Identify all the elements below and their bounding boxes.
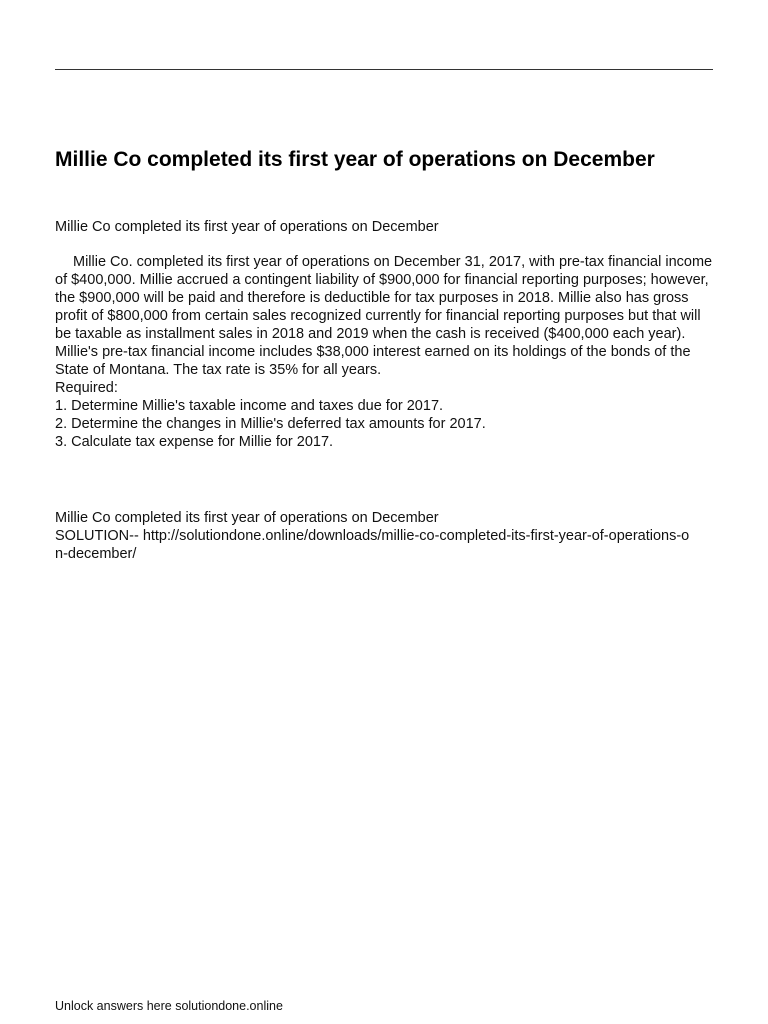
requirement-item: 3. Calculate tax expense for Millie for 2017. <box>55 434 334 450</box>
question-body <box>55 253 715 451</box>
requirements-list <box>55 397 715 451</box>
solution-link[interactable]: http://solutiondone.online/downloads/millie-co-completed-its-first-year-of-operations-on-december/ <box>55 528 690 562</box>
required-label: Required: <box>55 380 118 396</box>
solution-heading: Millie Co completed its first year of operations on December <box>55 510 439 526</box>
subtitle: Millie Co completed its first year of operations on December <box>55 219 439 235</box>
page-title: Millie Co completed its first year of operations on December <box>55 148 655 171</box>
solution-line <box>55 527 695 563</box>
question-paragraph: Millie Co. completed its first year of operations on December 31, 2017, with pre-tax financial income of $400,000. Millie accrued a contingent liability of $900,000 for financial reporting purposes; however, the $900,000 will be paid and therefore is deductible for tax purposes in 2018. Millie also has gross profit of $800,000 from certain sales recognized currently for financial reporting purposes but that will be taxable as installment sales in 2018 and 2019 when the cash is received ($400,000 each year). Millie's pre-tax financial income includes $38,000 interest earned on its holdings of the bonds of the State of Montana. The tax rate is 35% for all years. <box>55 254 713 378</box>
requirement-item: 2. Determine the changes in Millie's deferred tax amounts for 2017. <box>55 416 486 432</box>
requirement-item: 1. Determine Millie's taxable income and taxes due for 2017. <box>55 398 444 414</box>
solution-section <box>55 509 695 563</box>
footer-text: Unlock answers here solutiondone.online <box>55 999 283 1013</box>
solution-prefix: SOLUTION-- <box>55 528 139 544</box>
top-divider <box>55 69 713 70</box>
